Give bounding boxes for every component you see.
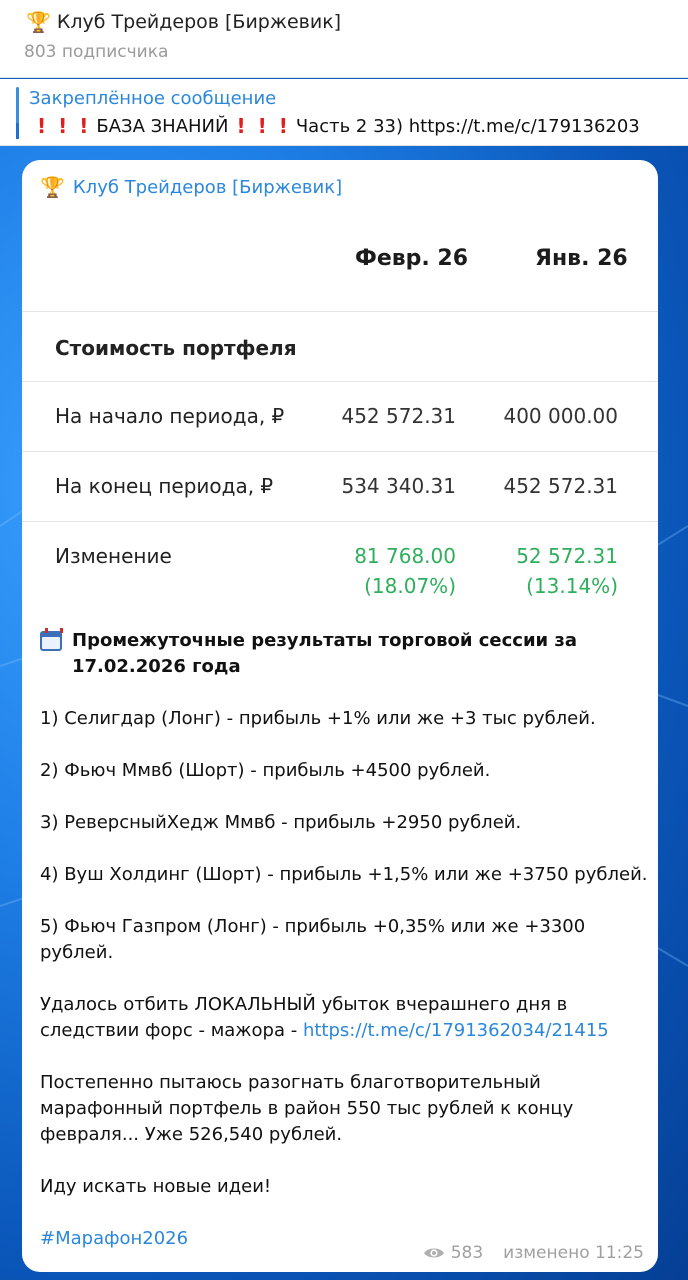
view-count: 583 xyxy=(450,1243,484,1263)
exclamation-icon: ! xyxy=(58,114,68,138)
change-percent-feb: (18.07%) xyxy=(364,574,456,598)
subscriber-count: 803 подписчика xyxy=(24,42,169,62)
message-heading xyxy=(40,628,650,680)
table-section-row xyxy=(22,312,658,382)
channel-title[interactable] xyxy=(26,8,341,36)
pinned-text xyxy=(33,114,640,138)
message-author[interactable] xyxy=(40,174,342,200)
list-item: 1) Селигдар (Лонг) - прибыль +1% или же +3 тыс рублей. xyxy=(40,708,596,729)
edited-time: изменено 11:25 xyxy=(503,1243,644,1263)
row-value-jan: 400 000.00 xyxy=(503,404,618,428)
trophy-icon: 🏆 xyxy=(40,175,65,199)
pinned-indicator-active xyxy=(16,123,19,139)
exclamation-icon: ! xyxy=(278,114,288,138)
message-bubble[interactable] xyxy=(22,160,658,1272)
change-percent-jan: (13.14%) xyxy=(526,574,618,598)
exclamation-icon: ! xyxy=(257,114,267,138)
loss-text: Удалось отбить ЛОКАЛЬНЫЙ убыток вчерашнего дня в следствии форс - мажора - xyxy=(40,994,568,1041)
row-label: На начало периода, ₽ xyxy=(55,404,285,428)
message-link[interactable]: https://t.me/c/1791362034/21415 xyxy=(302,1020,609,1041)
message-author-text: Клуб Трейдеров [Биржевик] xyxy=(72,176,343,198)
marathon-paragraph: Постепенно пытаюсь разогнать благотворительный марафонный портфель в район 550 тыс рублей к концу февраля... Уже 526,540 рублей. xyxy=(40,1072,574,1145)
exclamation-icon: ! xyxy=(37,114,47,138)
loss-paragraph xyxy=(40,992,650,1044)
row-label: На конец периода, ₽ xyxy=(55,474,274,498)
pinned-text-main: БАЗА ЗНАНИЙ xyxy=(96,115,229,137)
message-heading-text: Промежуточные результаты торговой сессии за 17.02.2026 года xyxy=(72,630,578,677)
channel-header[interactable] xyxy=(0,0,688,78)
row-label: Изменение xyxy=(55,544,172,568)
change-value-jan: 52 572.31 xyxy=(516,544,618,568)
list-item: 3) РеверсныйХедж Ммвб - прибыль +2950 рублей. xyxy=(40,812,522,833)
row-value-feb: 534 340.31 xyxy=(341,474,456,498)
change-value-feb: 81 768.00 xyxy=(354,544,456,568)
pinned-label: Закреплённое сообщение xyxy=(29,88,277,109)
pinned-text-after: Часть 2 33) https://t.me/c/179136203 xyxy=(295,115,640,137)
list-item: 4) Вуш Холдинг (Шорт) - прибыль +1,5% или же +3750 рублей. xyxy=(40,864,648,885)
closing-line: Иду искать новые идеи! xyxy=(40,1176,272,1197)
table-row xyxy=(22,382,658,452)
list-item: 2) Фьюч Ммвб (Шорт) - прибыль +4500 рублей. xyxy=(40,760,491,781)
channel-title-text: Клуб Трейдеров [Биржевик] xyxy=(56,11,342,33)
row-value-jan: 452 572.31 xyxy=(503,474,618,498)
table-row xyxy=(22,452,658,522)
hashtag-link[interactable]: #Марафон2026 xyxy=(40,1228,189,1249)
eye-icon xyxy=(423,1246,445,1260)
section-title: Стоимость портфеля xyxy=(55,336,297,360)
exclamation-icon: ! xyxy=(79,114,89,138)
message-meta xyxy=(423,1242,644,1264)
row-value-feb: 452 572.31 xyxy=(341,404,456,428)
table-header-row xyxy=(22,220,658,312)
message-text xyxy=(40,628,650,1252)
column-header-feb: Февр. 26 xyxy=(355,246,469,271)
trophy-icon: 🏆 xyxy=(26,10,51,34)
exclamation-icon: ! xyxy=(236,114,246,138)
column-header-jan: Янв. 26 xyxy=(535,246,628,271)
calendar-icon xyxy=(40,631,62,651)
table-row-change xyxy=(22,522,658,612)
pinned-message-bar[interactable] xyxy=(0,79,688,146)
list-item: 5) Фьюч Газпром (Лонг) - прибыль +0,35% или же +3300 рублей. xyxy=(40,916,586,963)
